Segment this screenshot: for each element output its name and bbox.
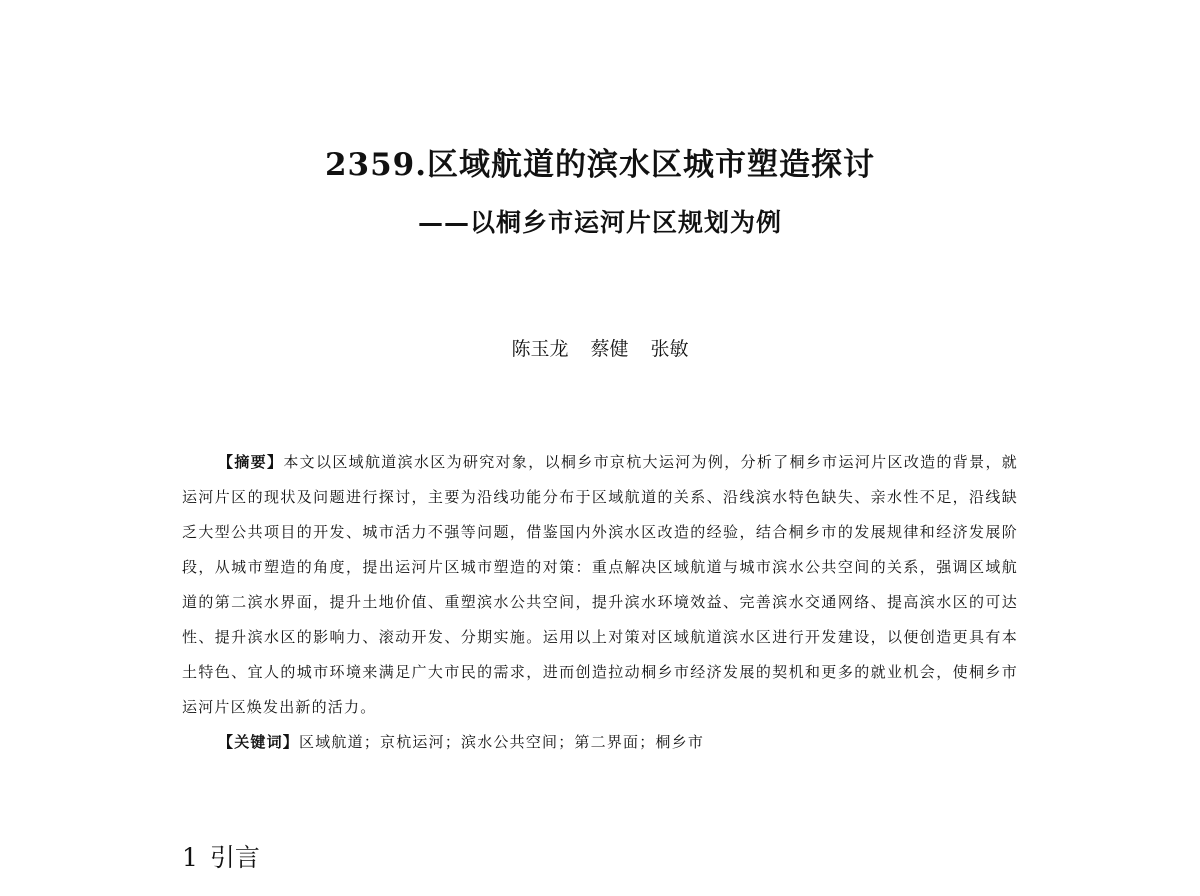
author-name: 陈玉龙 <box>511 338 569 360</box>
paper-subtitle: ——以桐乡市运河片区规划为例 <box>417 208 782 237</box>
section-title: 引言 <box>209 843 260 872</box>
abstract <box>182 445 1018 725</box>
keywords-text: 区域航道；京杭运河；滨水公共空间；第二界面；桐乡市 <box>299 733 705 751</box>
author-name: 蔡健 <box>590 338 629 360</box>
author-list <box>0 334 1200 364</box>
abstract-paragraph <box>182 445 1018 725</box>
abstract-text: 本文以区域航道滨水区为研究对象，以桐乡市京杭大运河为例，分析了桐乡市运河片区改造的背景，就运河片区的现状及问题进行探讨，主要为沿线功能分布于区域航道的关系、沿线滨水特色缺失、亲水性不足，沿线缺乏大型公共项目的开发、城市活力不强等问题，借鉴国内外滨水区改造的经验，结合桐乡市的发展规律和经济发展阶段，从城市塑造的角度，提出运河片区城市塑造的对策：重点解决区域航道与城市滨水公共空间的关系，强调区域航道的第二滨水界面，提升土地价值、重塑滨水公共空间，提升滨水环境效益、完善滨水交通网络、提高滨水区的可达性、提升滨水区的影响力、滚动开发、分期实施。运用以上对策对区域航道滨水区进行开发建设，以便创造更具有本土特色、宜人的城市环境来满足广大市民的需求，进而创造拉动桐乡市经济发展的契机和更多的就业机会，使桐乡市运河片区焕发出新的活力。 <box>182 453 1018 716</box>
author-name: 张敏 <box>650 338 689 360</box>
abstract-label: 【摘要】 <box>218 453 284 471</box>
section-number: 1 <box>182 843 198 872</box>
section-heading <box>182 838 260 878</box>
keywords-label: 【关键词】 <box>218 733 300 751</box>
paper-title: 2359.区域航道的滨水区城市塑造探讨 <box>324 147 876 183</box>
keywords <box>218 725 1018 760</box>
